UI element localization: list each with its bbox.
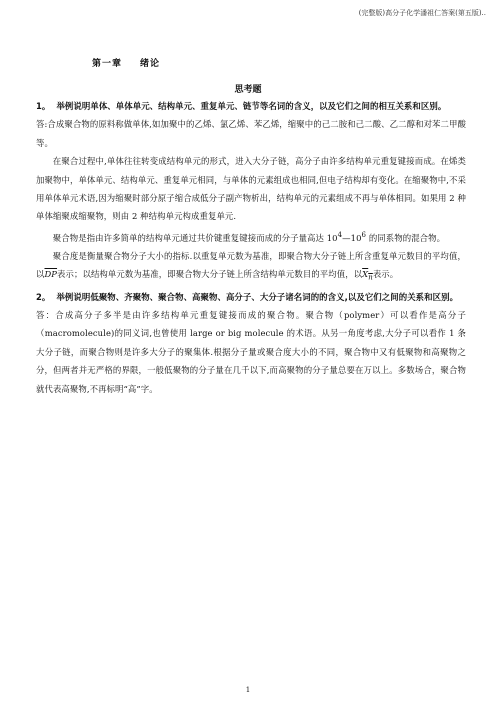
- running-header: (完整版)高分子化学潘祖仁答案(第五版)..: [358, 9, 486, 17]
- chapter-number: 第一章: [92, 59, 123, 69]
- document-body: [36, 97, 466, 398]
- question-2: [36, 288, 466, 306]
- xn-symbol: $X_n$: [362, 269, 373, 283]
- section-title: 思考题: [234, 85, 262, 95]
- chapter-name: 绪论: [140, 59, 161, 69]
- answer-1-paragraph-1: 答:合成聚合物的原料称做单体,如加聚中的乙烯、氯乙烯、苯乙烯，缩聚中的己二胺和己二酸、乙二醇和对苯二甲酸等。: [36, 119, 466, 148]
- answer-1-paragraph-3: 聚合物是指由许多简单的结构单元通过共价键重复键接而成的分子量高达 $10^4—10^6$ 的同系物的混合物。: [52, 230, 446, 243]
- question-2-number: 2。: [36, 291, 51, 302]
- dp-symbol: $\overline{DP}$: [44, 269, 58, 280]
- answer-1-paragraph-2: 在聚合过程中,单体往往转变成结构单元的形式，进入大分子链，高分子由许多结构单元重复键接而成。在烯类加聚物中，单体单元、结构单元、重复单元相同，与单体的元素组成也相同,但电子结构却有变化。在缩聚物中,不采用单体单元术语,因为缩聚时部分原子缩合成低分子副产物析出，结构单元的元素组成不再与单体相同。如果用 2 种单体缩聚成缩聚物，则由 2 种结构单元构成重复单元.: [36, 156, 466, 222]
- answer-1-paragraph-4: 聚合度是衡量聚合物分子大小的指标.以重复单元数为基准，即聚合物大分子链上所含重复单元数目的平均值，以$\overline{DP}$表示；以结构单元数为基准，即聚合物大分子链上所含结构单元数目的平均值，以$X_n$表示。: [36, 251, 466, 283]
- answer-2-paragraph-1: 答：合成高分子多半是由许多结构单元重复键接而成的聚合物。聚合物（polymer）可以看作是高分子（macromolecule)的同义词,也曾使用 large or big molecule 的术语。从另一角度考虑,大分子可以看作 1 条大分子链，而聚合物则是许多大分子的聚集体.根据分子量或聚合度大小的不同，聚合物中又有低聚物和高聚物之分，但两者并无严格的界限，一般低聚物的分子量在几千以下,而高聚物的分子量总要在万以上。多数场合，聚合物就代表高聚物,不再标明“高”字。: [36, 309, 466, 394]
- question-1: [36, 97, 466, 115]
- page-number: 1: [245, 686, 251, 694]
- question-1-number: 1。: [36, 101, 51, 111]
- question-1-text: 举例说明单体、单体单元、结构单元、重复单元、链节等名词的含义，以及它们之间的相互关系和区别。: [56, 101, 447, 111]
- question-2-text: 举例说明低聚物、齐聚物、聚合物、高聚物、高分子、大分子诸名词的的含义,以及它们之间的关系和区别。: [56, 291, 459, 302]
- chapter-heading: [92, 56, 160, 69]
